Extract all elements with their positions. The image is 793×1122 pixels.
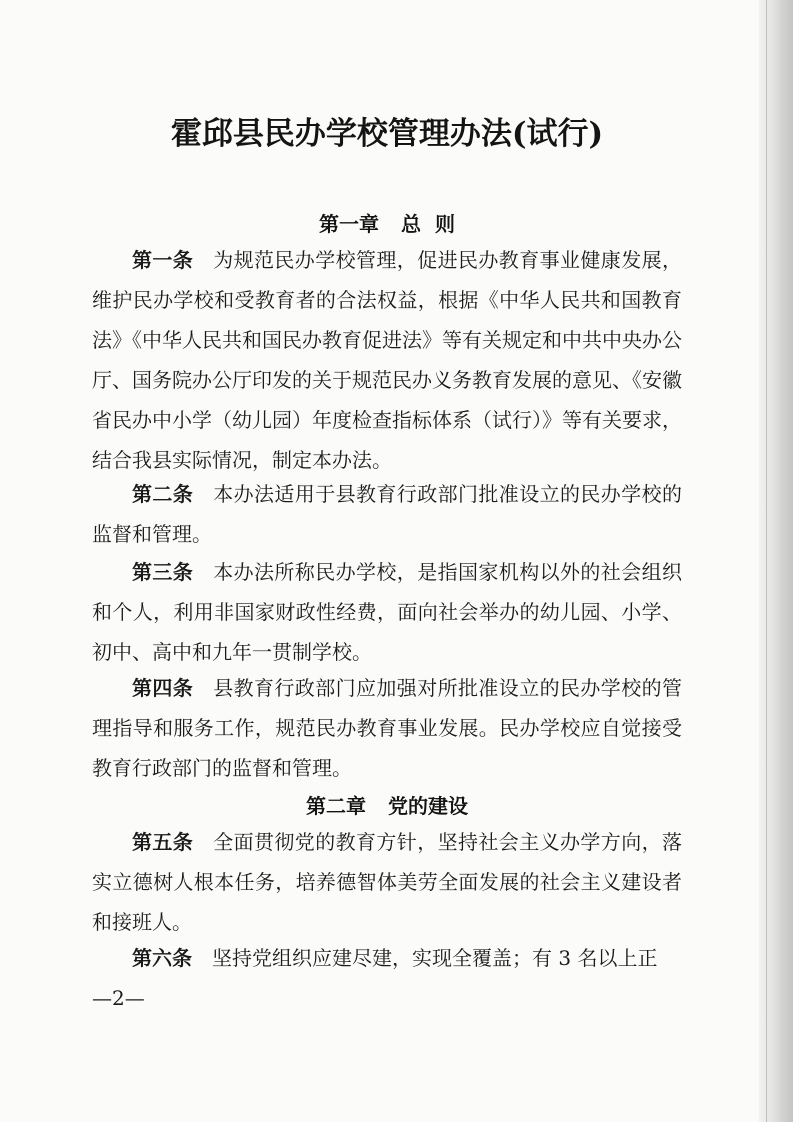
- article-text: 全面贯彻党的教育方针，坚持社会主义办学方向，落实立德树人根本任务，培养德智体美劳全面发展的社会主义建设者和接班人。: [92, 830, 683, 934]
- chapter-heading-2: [92, 790, 682, 819]
- article-2: [92, 474, 682, 554]
- chapter-name: 总 则: [401, 212, 455, 236]
- article-text: 坚持党组织应建尽建，实现全覆盖；有 3 名以上正: [212, 946, 658, 970]
- article-label: 第二条: [132, 482, 194, 506]
- page-number: —2—: [92, 986, 145, 1010]
- article-label: 第五条: [132, 830, 194, 854]
- article-4: [92, 668, 682, 788]
- page-edge-line: [766, 0, 767, 1122]
- article-6: [92, 938, 682, 978]
- chapter-number: 第二章: [306, 794, 366, 818]
- article-label: 第一条: [132, 248, 194, 272]
- chapter-number: 第一章: [319, 212, 380, 236]
- article-text: 县教育行政部门应加强对所批准设立的民办学校的管理指导和服务工作，规范民办教育事业发展。民办学校应自觉接受教育行政部门的监督和管理。: [92, 676, 683, 780]
- article-5: [92, 822, 682, 942]
- article-3: [92, 552, 682, 672]
- chapter-heading-1: [92, 208, 682, 237]
- article-label: 第四条: [132, 676, 194, 700]
- article-label: 第六条: [132, 946, 192, 970]
- page-edge-shadow: [759, 0, 793, 1122]
- chapter-name: 党的建设: [388, 794, 468, 818]
- article-text: 为规范民办学校管理，促进民办教育事业健康发展，维护民办学校和受教育者的合法权益，根据《中华人民共和国教育法》《中华人民共和国民办教育促进法》等有关规定和中共中央办公厅、国务院办公厅印发的关于规范民办义务教育发展的意见、《安徽省民办中小学（幼儿园）年度检查指标体系（试行）》等有关要求，结合我县实际情况，制定本办法。: [92, 248, 683, 472]
- article-label: 第三条: [132, 560, 194, 584]
- document-title: 霍邱县民办学校管理办法(试行): [170, 116, 604, 152]
- article-text: 本办法适用于县教育行政部门批准设立的民办学校的监督和管理。: [92, 482, 683, 546]
- article-text: 本办法所称民办学校，是指国家机构以外的社会组织和个人，利用非国家财政性经费，面向社会举办的幼儿园、小学、初中、高中和九年一贯制学校。: [92, 560, 683, 664]
- article-1: [92, 240, 682, 480]
